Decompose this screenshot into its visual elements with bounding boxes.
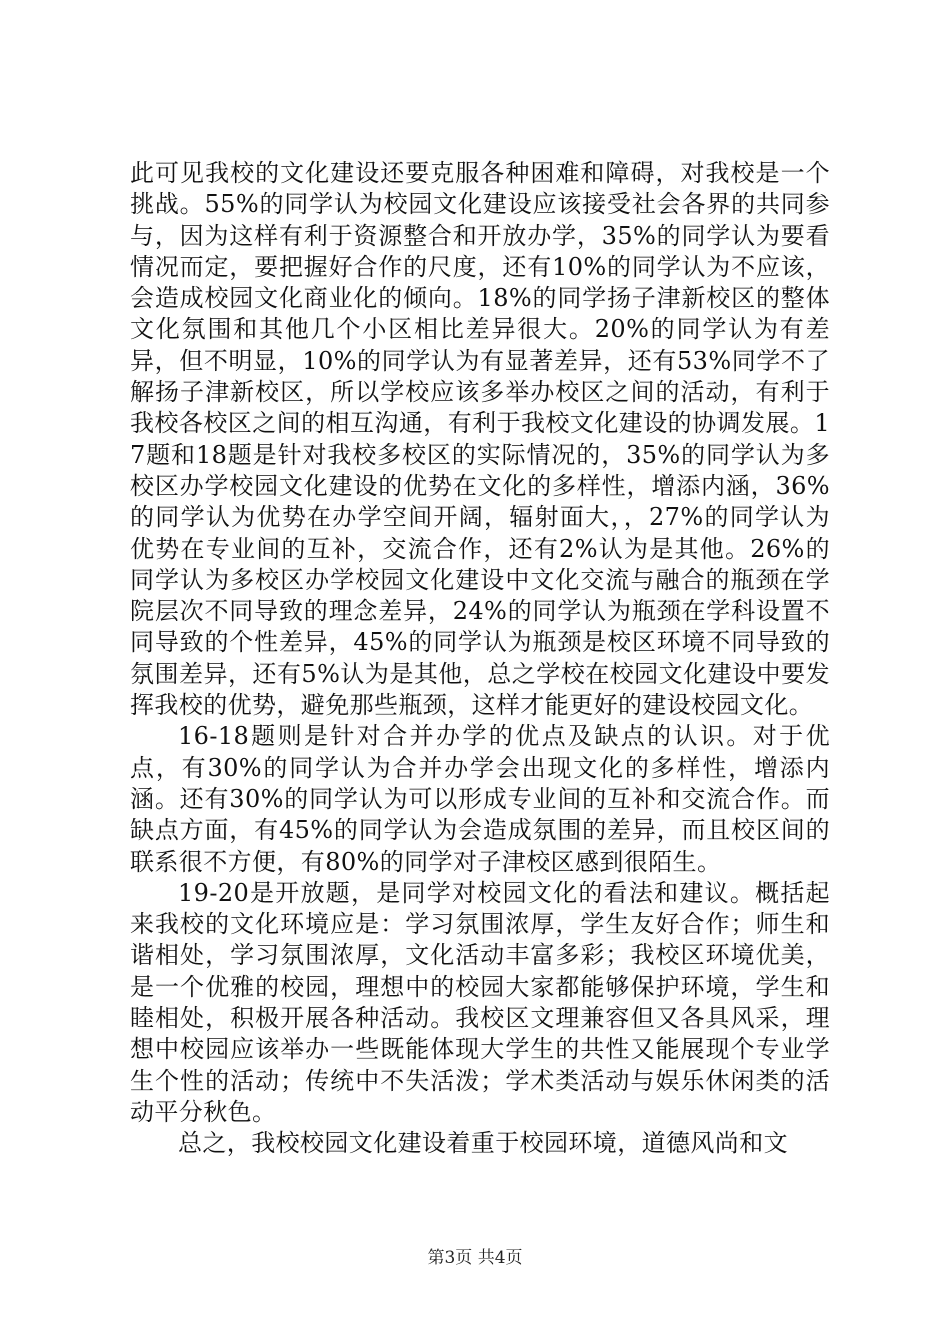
- document-body: [130, 158, 830, 1160]
- paragraph-survey-analysis: 此可见我校的文化建设还要克服各种困难和障碍，对我校是一个挑战。55%的同学认为校园文化建设应该接受社会各界的共同参与，因为这样有利于资源整合和开放办学，35%的同学认为要看情况而定，要把握好合作的尺度，还有10%的同学认为不应该，会造成校园文化商业化的倾向。18%的同学扬子津新校区的整体文化氛围和其他几个小区相比差异很大。20%的同学认为有差异，但不明显，10%的同学认为有显著差异，还有53%同学不了解扬子津新校区，所以学校应该多举办校区之间的活动，有利于我校各校区之间的相互沟通，有利于我校文化建设的协调发展。17题和18题是针对我校多校区的实际情况的，35%的同学认为多校区办学校园文化建设的优势在文化的多样性，增添内涵，36%的同学认为优势在办学空间开阔，辐射面大，，27%的同学认为优势在专业间的互补，交流合作，还有2%认为是其他。26%的同学认为多校区办学校园文化建设中文化交流与融合的瓶颈在学院层次不同导致的理念差异，24%的同学认为瓶颈在学科设置不同导致的个性差异，45%的同学认为瓶颈是校区环境不同导致的氛围差异，还有5%认为是其他，总之学校在校园文化建设中要发挥我校的优势，避免那些瓶颈，这样才能更好的建设校园文化。: [130, 159, 830, 720]
- paragraph-merger-pros-cons: 16-18题则是针对合并办学的优点及缺点的认识。对于优点，有30%的同学认为合并办学会出现文化的多样性，增添内涵。还有30%的同学认为可以形成专业间的互补和交流合作。而缺点方面，有45%的同学认为会造成氛围的差异，而且校区间的联系很不方便，有80%的同学对子津校区感到很陌生。: [130, 722, 830, 876]
- paragraph-conclusion: 总之，我校校园文化建设着重于校园环境，道德风尚和文: [178, 1129, 788, 1158]
- page-number-footer: 第3页 共4页: [427, 1248, 523, 1268]
- paragraph-open-questions: 19-20是开放题，是同学对校园文化的看法和建议。概括起来我校的文化环境应是：学习氛围浓厚，学生友好合作；师生和谐相处，学习氛围浓厚，文化活动丰富多彩；我校区环境优美，是一个优雅的校园，理想中的校园大家都能够保护环境，学生和睦相处，积极开展各种活动。我校区文理兼容但又各具风采，理想中校园应该举办一些既能体现大学生的共性又能展现个专业学生个性的活动；传统中不失活泼；学术类活动与娱乐休闲类的活动平分秋色。: [130, 878, 830, 1126]
